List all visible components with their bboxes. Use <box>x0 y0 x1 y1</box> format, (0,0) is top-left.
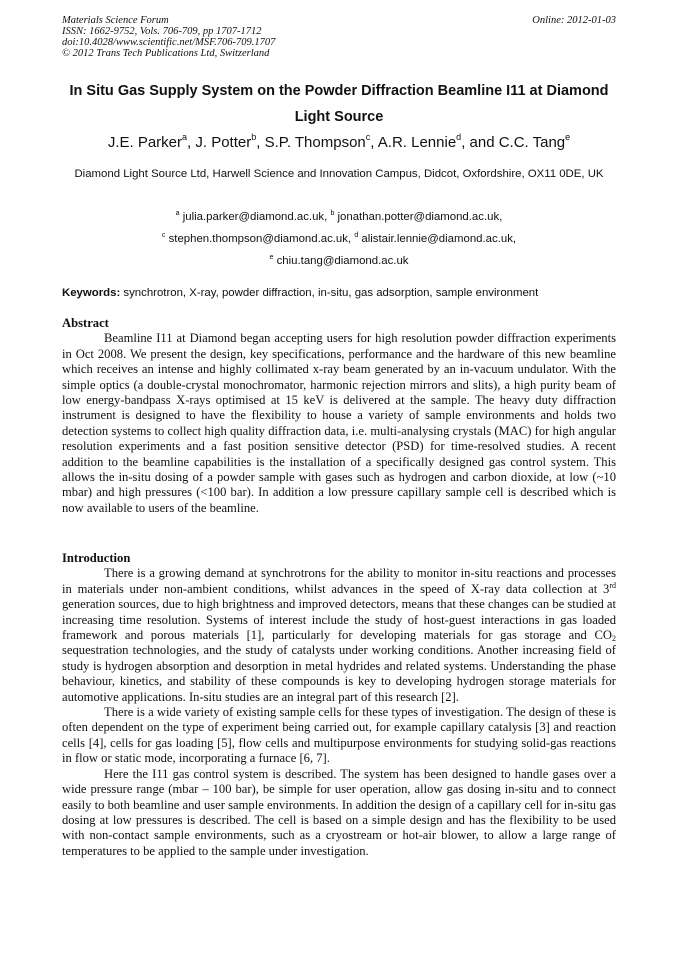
online-date: Online: 2012-01-03 <box>532 15 616 26</box>
author-affiliation-mark: b <box>251 132 257 142</box>
abstract-paragraph: Beamline I11 at Diamond began accepting users for high resolution powder diffraction experiments in Oct 2008. We present the design, key specifications, performance and the hardware of this new beamline which receives an intense and highly collimated x-ray beam generated by an in-vacuum undulator. With the simple optics (a double-crystal monochromator, harmonic rejection mirrors and slits), a high purity beam of low energy-bandpass X-rays optimised at 15 keV is delivered at the sample. The heavy duty diffraction instrument is designed to have the flexibility to house a variety of sample environments and holds two detection systems to collect high quality diffraction data, i.e. multi-analysing crystals (MAC) for high angular resolution experiments and a fast position sensitive detector (PSD) for time-resolved studies. A recent addition to the beamline capabilities is the installation of a specifically designed gas control system. This allows the in-situ dosing of a powder sample with gases such as hydrogen and carbon dioxide, at low (~10 mbar) and high pressures (<100 bar). In addition a low pressure capillary sample cell is described which is now available to users of the beamline. <box>62 331 616 515</box>
email-mark: c <box>161 232 166 239</box>
email-line <box>62 206 616 228</box>
keywords <box>62 284 616 302</box>
email-mark: a <box>175 210 180 217</box>
author-name: A.R. Lennie <box>377 134 457 151</box>
journal-doi: doi:10.4028/www.scientific.net/MSF.706-709.1707 <box>62 37 276 48</box>
paper-title: In Situ Gas Supply System on the Powder Diffraction Beamline I11 at Diamond Light Source <box>69 83 609 125</box>
author-name: S.P. Thompson <box>264 134 366 151</box>
journal-copyright: © 2012 Trans Tech Publications Ltd, Switzerland <box>62 48 270 59</box>
author-separator: , <box>370 134 378 151</box>
introduction-paragraph-3: Here the I11 gas control system is described. The system has been designed to handle gases over a wide pressure range (mbar – 100 bar), be simple for user operation, allow gas dosing in-situ and to connect easily to both beamline and user sample environments. In addition the design of a capillary cell for in-situ gas dosing at low pressures is described. The cell is based on a simple design and has the flexibility to be used with non-contact sample environments, such as a cryostream or hot-air blower, to allow a large range of temperatures to be applied to the sample under investigation. <box>62 766 616 858</box>
email-line <box>62 228 616 250</box>
keywords-label: Keywords: <box>62 287 121 299</box>
email-address[interactable]: chiu.tang@diamond.ac.uk <box>276 255 409 267</box>
email-mark: d <box>354 232 359 239</box>
email-address[interactable]: julia.parker@diamond.ac.uk, <box>182 211 328 223</box>
email-mark: e <box>269 254 274 261</box>
email-list <box>62 206 616 272</box>
author-name: C.C. Tang <box>498 134 566 151</box>
author-affiliation-mark: a <box>182 132 188 142</box>
author-separator: , <box>256 134 265 151</box>
author-affiliation-mark: c <box>365 132 371 142</box>
author-list <box>62 133 616 153</box>
author-separator: , and <box>461 134 499 151</box>
abstract-heading: Abstract <box>62 316 109 330</box>
journal-header <box>62 15 616 59</box>
author-affiliation-mark: d <box>456 132 462 142</box>
keywords-text: synchrotron, X-ray, powder diffraction, in-situ, gas adsorption, sample environment <box>123 287 539 299</box>
introduction-paragraph-2: There is a wide variety of existing sample cells for these types of investigation. The design of these is often dependent on the type of experiment being carried out, for example capillary catalysis [3] and reaction cells [4], cells for gas loading [5], flow cells and multipurpose environments for studying solid-gas reactions in flow or static mode, incorporating a furnace [6, 7]. <box>62 705 616 766</box>
email-address[interactable]: stephen.thompson@diamond.ac.uk, <box>168 233 352 245</box>
author-name: J. Potter <box>195 134 252 151</box>
email-address[interactable]: jonathan.potter@diamond.ac.uk, <box>337 211 503 223</box>
affiliation: Diamond Light Source Ltd, Harwell Science and Innovation Campus, Didcot, Oxfordshire, OX11 0DE, UK <box>74 168 604 180</box>
author-separator: , <box>187 134 196 151</box>
author-name: J.E. Parker <box>107 134 182 151</box>
abstract-section <box>62 316 616 516</box>
email-mark: b <box>330 210 335 217</box>
email-address[interactable]: alistair.lennie@diamond.ac.uk, <box>361 233 517 245</box>
author-affiliation-mark: e <box>565 132 571 142</box>
email-line <box>62 250 616 272</box>
introduction-section <box>62 551 616 859</box>
journal-name: Materials Science Forum <box>62 15 169 26</box>
introduction-heading: Introduction <box>62 551 131 565</box>
introduction-paragraph-1: There is a growing demand at synchrotrons for the ability to monitor in-situ reactions and processes in materials under non-ambient conditions, whilst advances in the speed of X-ray data collection at 3rd generation sources, due to high brightness and improved detectors, means that these changes can be studied at increasing time resolution. Systems of interest include the study of host-guest interactions in gas loaded framework and porous materials [1], particularly for developing materials for gas storage and $CO_2$ sequestration technologies, and the study of catalysts under working conditions. Another increasing field of study is hydrogen absorption and desorption in metal hydrides and related systems. Understanding the phase behaviour, kinetics, and stability of these compounds is key to developing hydrogen storage materials for automotive applications. In-situ studies are an integral part of this research [2]. <box>62 566 616 704</box>
journal-issn: ISSN: 1662-9752, Vols. 706-709, pp 1707-1712 <box>62 26 262 37</box>
